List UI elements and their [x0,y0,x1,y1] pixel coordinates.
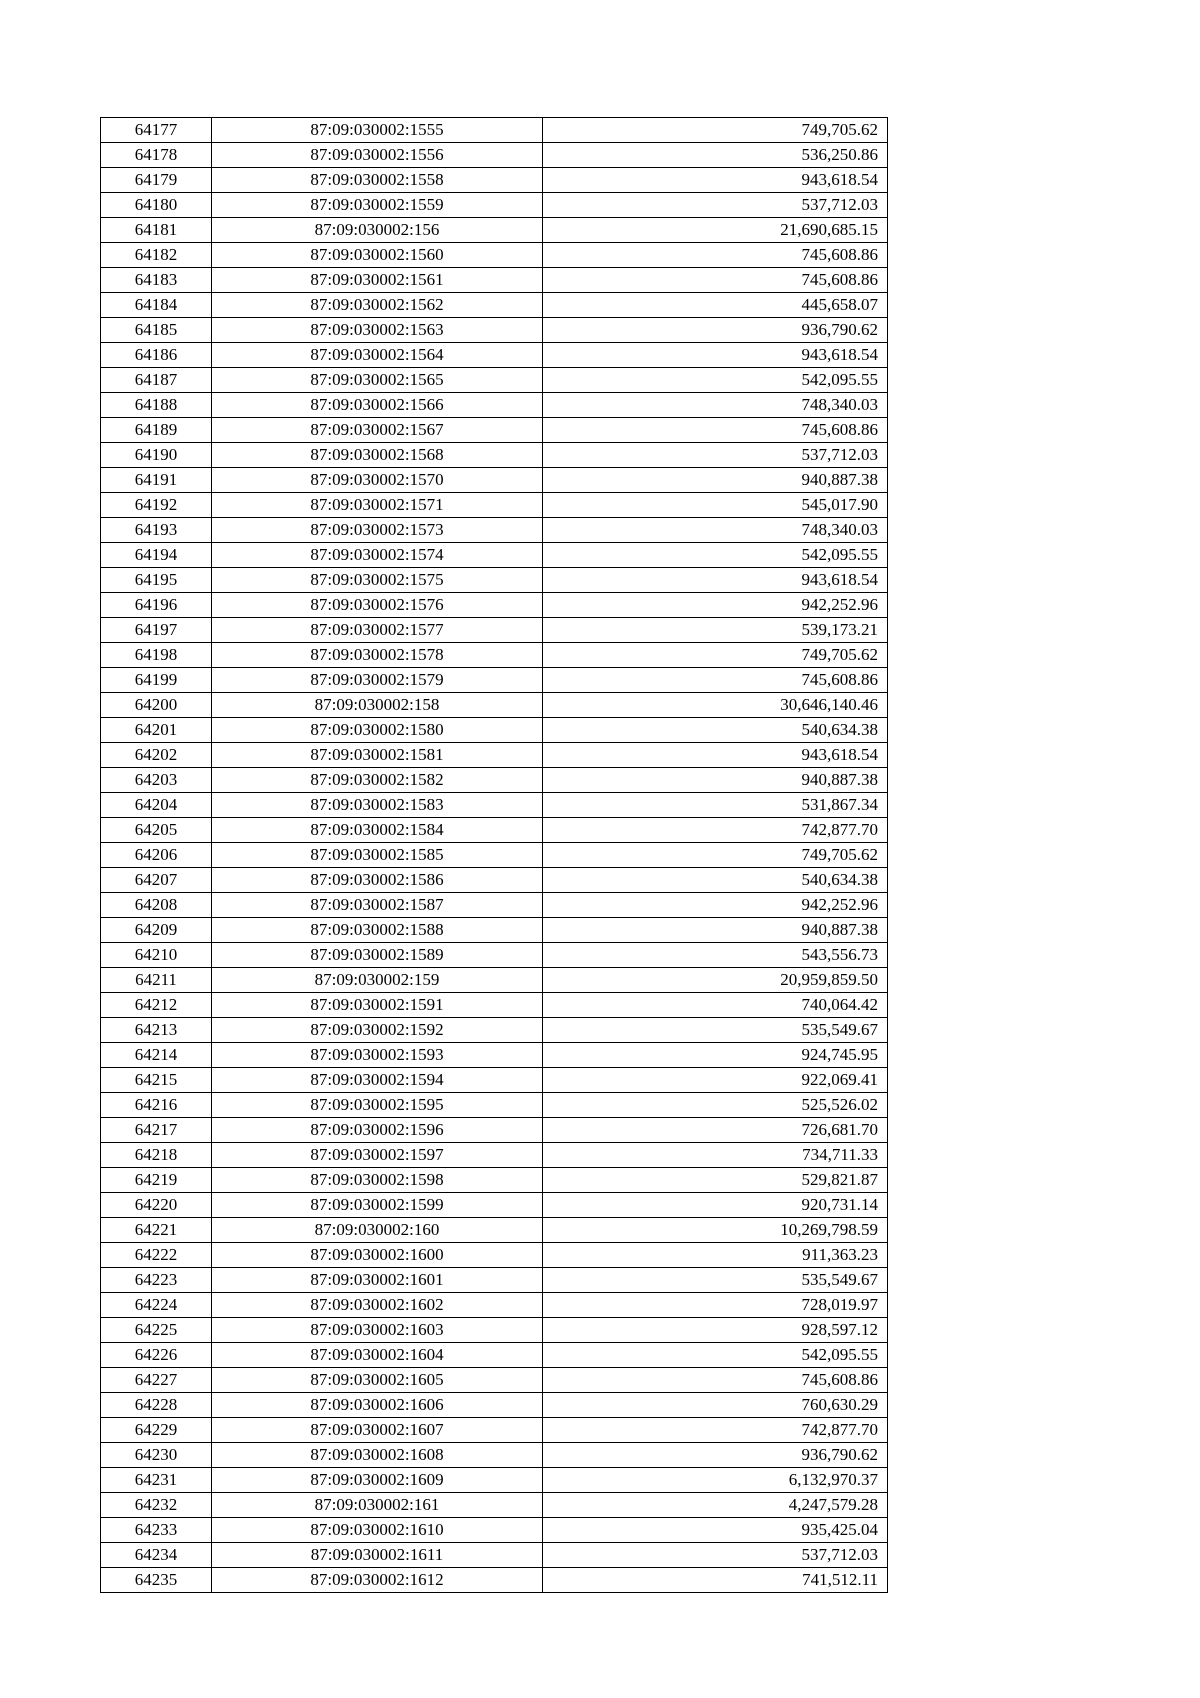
table-row [101,243,888,268]
row-number-cell: 64192 [101,493,212,518]
value-cell: 940,887.38 [543,768,888,793]
table-row [101,868,888,893]
row-number-cell: 64194 [101,543,212,568]
table-row [101,1443,888,1468]
value-cell: 745,608.86 [543,1368,888,1393]
table-row [101,1093,888,1118]
row-number-cell: 64231 [101,1468,212,1493]
data-table [100,117,888,1593]
table-row [101,193,888,218]
value-cell: 935,425.04 [543,1518,888,1543]
cadastral-number-cell: 87:09:030002:1598 [212,1168,543,1193]
table-row [101,818,888,843]
row-number-cell: 64178 [101,143,212,168]
row-number-cell: 64181 [101,218,212,243]
row-number-cell: 64180 [101,193,212,218]
cadastral-number-cell: 87:09:030002:1577 [212,618,543,643]
cadastral-number-cell: 87:09:030002:1560 [212,243,543,268]
value-cell: 940,887.38 [543,468,888,493]
row-number-cell: 64209 [101,918,212,943]
cadastral-number-cell: 87:09:030002:156 [212,218,543,243]
table-row [101,893,888,918]
table-row [101,1468,888,1493]
row-number-cell: 64200 [101,693,212,718]
value-cell: 748,340.03 [543,518,888,543]
cadastral-number-cell: 87:09:030002:1592 [212,1018,543,1043]
row-number-cell: 64202 [101,743,212,768]
cadastral-number-cell: 87:09:030002:1571 [212,493,543,518]
table-row [101,1293,888,1318]
cadastral-number-cell: 87:09:030002:1567 [212,418,543,443]
table-row [101,793,888,818]
table-row [101,268,888,293]
cadastral-number-cell: 87:09:030002:1607 [212,1418,543,1443]
value-cell: 942,252.96 [543,893,888,918]
cadastral-number-cell: 87:09:030002:1562 [212,293,543,318]
cadastral-number-cell: 87:09:030002:1573 [212,518,543,543]
value-cell: 734,711.33 [543,1143,888,1168]
value-cell: 745,608.86 [543,418,888,443]
table-row [101,1143,888,1168]
cadastral-number-cell: 87:09:030002:1564 [212,343,543,368]
value-cell: 535,549.67 [543,1018,888,1043]
cadastral-number-cell: 87:09:030002:1586 [212,868,543,893]
row-number-cell: 64212 [101,993,212,1018]
cadastral-number-cell: 87:09:030002:1609 [212,1468,543,1493]
table-row [101,593,888,618]
cadastral-number-cell: 87:09:030002:1582 [212,768,543,793]
table-row [101,1543,888,1568]
value-cell: 748,340.03 [543,393,888,418]
value-cell: 936,790.62 [543,318,888,343]
row-number-cell: 64193 [101,518,212,543]
table-row [101,418,888,443]
row-number-cell: 64191 [101,468,212,493]
cadastral-number-cell: 87:09:030002:159 [212,968,543,993]
value-cell: 745,608.86 [543,268,888,293]
cadastral-number-cell: 87:09:030002:1603 [212,1318,543,1343]
row-number-cell: 64198 [101,643,212,668]
table-row [101,618,888,643]
cadastral-number-cell: 87:09:030002:161 [212,1493,543,1518]
value-cell: 726,681.70 [543,1118,888,1143]
cadastral-number-cell: 87:09:030002:1605 [212,1368,543,1393]
value-cell: 943,618.54 [543,568,888,593]
table-row [101,468,888,493]
table-row [101,1343,888,1368]
table-row [101,1368,888,1393]
cadastral-number-cell: 87:09:030002:1580 [212,718,543,743]
row-number-cell: 64207 [101,868,212,893]
table-row [101,493,888,518]
cadastral-number-cell: 87:09:030002:1568 [212,443,543,468]
value-cell: 4,247,579.28 [543,1493,888,1518]
cadastral-number-cell: 87:09:030002:1612 [212,1568,543,1593]
table-row [101,1118,888,1143]
row-number-cell: 64226 [101,1343,212,1368]
table-row [101,1393,888,1418]
cadastral-number-cell: 87:09:030002:1563 [212,318,543,343]
cadastral-number-cell: 87:09:030002:1608 [212,1443,543,1468]
row-number-cell: 64232 [101,1493,212,1518]
value-cell: 545,017.90 [543,493,888,518]
row-number-cell: 64225 [101,1318,212,1343]
value-cell: 529,821.87 [543,1168,888,1193]
value-cell: 924,745.95 [543,1043,888,1068]
table-row [101,1568,888,1593]
row-number-cell: 64186 [101,343,212,368]
row-number-cell: 64190 [101,443,212,468]
table-row [101,918,888,943]
value-cell: 542,095.55 [543,368,888,393]
table-row [101,993,888,1018]
value-cell: 543,556.73 [543,943,888,968]
row-number-cell: 64213 [101,1018,212,1043]
table-row [101,1193,888,1218]
cadastral-number-cell: 87:09:030002:1591 [212,993,543,1018]
value-cell: 942,252.96 [543,593,888,618]
row-number-cell: 64217 [101,1118,212,1143]
row-number-cell: 64197 [101,618,212,643]
value-cell: 742,877.70 [543,818,888,843]
cadastral-number-cell: 87:09:030002:1559 [212,193,543,218]
cadastral-number-cell: 87:09:030002:1578 [212,643,543,668]
value-cell: 749,705.62 [543,118,888,143]
cadastral-number-cell: 87:09:030002:1593 [212,1043,543,1068]
row-number-cell: 64221 [101,1218,212,1243]
table-row [101,368,888,393]
row-number-cell: 64201 [101,718,212,743]
row-number-cell: 64204 [101,793,212,818]
cadastral-number-cell: 87:09:030002:1555 [212,118,543,143]
table-row [101,693,888,718]
table-row [101,768,888,793]
value-cell: 741,512.11 [543,1568,888,1593]
value-cell: 20,959,859.50 [543,968,888,993]
row-number-cell: 64228 [101,1393,212,1418]
row-number-cell: 64210 [101,943,212,968]
cadastral-number-cell: 87:09:030002:1595 [212,1093,543,1118]
cadastral-number-cell: 87:09:030002:1575 [212,568,543,593]
value-cell: 728,019.97 [543,1293,888,1318]
row-number-cell: 64224 [101,1293,212,1318]
row-number-cell: 64196 [101,593,212,618]
table-row [101,843,888,868]
cadastral-number-cell: 87:09:030002:158 [212,693,543,718]
table-row [101,1318,888,1343]
table-row [101,1043,888,1068]
table-row [101,443,888,468]
cadastral-number-cell: 87:09:030002:1602 [212,1293,543,1318]
row-number-cell: 64199 [101,668,212,693]
row-number-cell: 64177 [101,118,212,143]
value-cell: 30,646,140.46 [543,693,888,718]
table-row [101,1168,888,1193]
value-cell: 911,363.23 [543,1243,888,1268]
data-table-body [101,118,888,1593]
cadastral-number-cell: 87:09:030002:1566 [212,393,543,418]
table-row [101,1243,888,1268]
table-row [101,1068,888,1093]
value-cell: 943,618.54 [543,168,888,193]
table-row [101,643,888,668]
value-cell: 10,269,798.59 [543,1218,888,1243]
value-cell: 920,731.14 [543,1193,888,1218]
table-row [101,1493,888,1518]
cadastral-number-cell: 87:09:030002:1583 [212,793,543,818]
row-number-cell: 64230 [101,1443,212,1468]
table-row [101,118,888,143]
cadastral-number-cell: 87:09:030002:1601 [212,1268,543,1293]
cadastral-number-cell: 87:09:030002:1565 [212,368,543,393]
value-cell: 740,064.42 [543,993,888,1018]
row-number-cell: 64185 [101,318,212,343]
value-cell: 540,634.38 [543,718,888,743]
table-row [101,968,888,993]
cadastral-number-cell: 87:09:030002:1558 [212,168,543,193]
table-row [101,293,888,318]
table-row [101,1268,888,1293]
row-number-cell: 64220 [101,1193,212,1218]
table-row [101,218,888,243]
value-cell: 6,132,970.37 [543,1468,888,1493]
value-cell: 745,608.86 [543,243,888,268]
table-row [101,743,888,768]
table-row [101,668,888,693]
row-number-cell: 64203 [101,768,212,793]
value-cell: 922,069.41 [543,1068,888,1093]
value-cell: 943,618.54 [543,743,888,768]
value-cell: 940,887.38 [543,918,888,943]
cadastral-number-cell: 87:09:030002:1596 [212,1118,543,1143]
table-row [101,1218,888,1243]
table-row [101,943,888,968]
row-number-cell: 64227 [101,1368,212,1393]
cadastral-number-cell: 87:09:030002:1561 [212,268,543,293]
cadastral-number-cell: 87:09:030002:1579 [212,668,543,693]
value-cell: 445,658.07 [543,293,888,318]
cadastral-number-cell: 87:09:030002:1570 [212,468,543,493]
row-number-cell: 64195 [101,568,212,593]
row-number-cell: 64223 [101,1268,212,1293]
row-number-cell: 64214 [101,1043,212,1068]
cadastral-number-cell: 87:09:030002:1574 [212,543,543,568]
value-cell: 535,549.67 [543,1268,888,1293]
row-number-cell: 64216 [101,1093,212,1118]
row-number-cell: 64211 [101,968,212,993]
row-number-cell: 64182 [101,243,212,268]
row-number-cell: 64187 [101,368,212,393]
table-row [101,1018,888,1043]
row-number-cell: 64235 [101,1568,212,1593]
table-row [101,543,888,568]
table-row [101,393,888,418]
value-cell: 745,608.86 [543,668,888,693]
value-cell: 749,705.62 [543,643,888,668]
row-number-cell: 64179 [101,168,212,193]
cadastral-number-cell: 87:09:030002:1589 [212,943,543,968]
table-row [101,1518,888,1543]
cadastral-number-cell: 87:09:030002:1611 [212,1543,543,1568]
row-number-cell: 64218 [101,1143,212,1168]
value-cell: 537,712.03 [543,443,888,468]
table-row [101,568,888,593]
row-number-cell: 64205 [101,818,212,843]
row-number-cell: 64222 [101,1243,212,1268]
value-cell: 531,867.34 [543,793,888,818]
cadastral-number-cell: 87:09:030002:1588 [212,918,543,943]
row-number-cell: 64184 [101,293,212,318]
table-row [101,143,888,168]
table-row [101,518,888,543]
cadastral-number-cell: 87:09:030002:1600 [212,1243,543,1268]
cadastral-number-cell: 87:09:030002:1606 [212,1393,543,1418]
cadastral-number-cell: 87:09:030002:1610 [212,1518,543,1543]
cadastral-number-cell: 87:09:030002:1604 [212,1343,543,1368]
cadastral-number-cell: 87:09:030002:1584 [212,818,543,843]
cadastral-number-cell: 87:09:030002:1585 [212,843,543,868]
value-cell: 525,526.02 [543,1093,888,1118]
row-number-cell: 64206 [101,843,212,868]
row-number-cell: 64219 [101,1168,212,1193]
table-row [101,343,888,368]
value-cell: 536,250.86 [543,143,888,168]
table-row [101,318,888,343]
row-number-cell: 64233 [101,1518,212,1543]
cadastral-number-cell: 87:09:030002:1599 [212,1193,543,1218]
value-cell: 928,597.12 [543,1318,888,1343]
row-number-cell: 64215 [101,1068,212,1093]
row-number-cell: 64183 [101,268,212,293]
row-number-cell: 64189 [101,418,212,443]
value-cell: 943,618.54 [543,343,888,368]
table-row [101,168,888,193]
row-number-cell: 64188 [101,393,212,418]
cadastral-number-cell: 87:09:030002:1581 [212,743,543,768]
value-cell: 21,690,685.15 [543,218,888,243]
value-cell: 537,712.03 [543,1543,888,1568]
value-cell: 537,712.03 [543,193,888,218]
value-cell: 749,705.62 [543,843,888,868]
row-number-cell: 64234 [101,1543,212,1568]
cadastral-number-cell: 87:09:030002:1587 [212,893,543,918]
row-number-cell: 64208 [101,893,212,918]
value-cell: 542,095.55 [543,1343,888,1368]
table-row [101,1418,888,1443]
value-cell: 760,630.29 [543,1393,888,1418]
value-cell: 542,095.55 [543,543,888,568]
cadastral-number-cell: 87:09:030002:1597 [212,1143,543,1168]
value-cell: 539,173.21 [543,618,888,643]
value-cell: 742,877.70 [543,1418,888,1443]
table-row [101,718,888,743]
cadastral-number-cell: 87:09:030002:1576 [212,593,543,618]
cadastral-number-cell: 87:09:030002:1594 [212,1068,543,1093]
row-number-cell: 64229 [101,1418,212,1443]
cadastral-number-cell: 87:09:030002:160 [212,1218,543,1243]
value-cell: 936,790.62 [543,1443,888,1468]
cadastral-number-cell: 87:09:030002:1556 [212,143,543,168]
value-cell: 540,634.38 [543,868,888,893]
